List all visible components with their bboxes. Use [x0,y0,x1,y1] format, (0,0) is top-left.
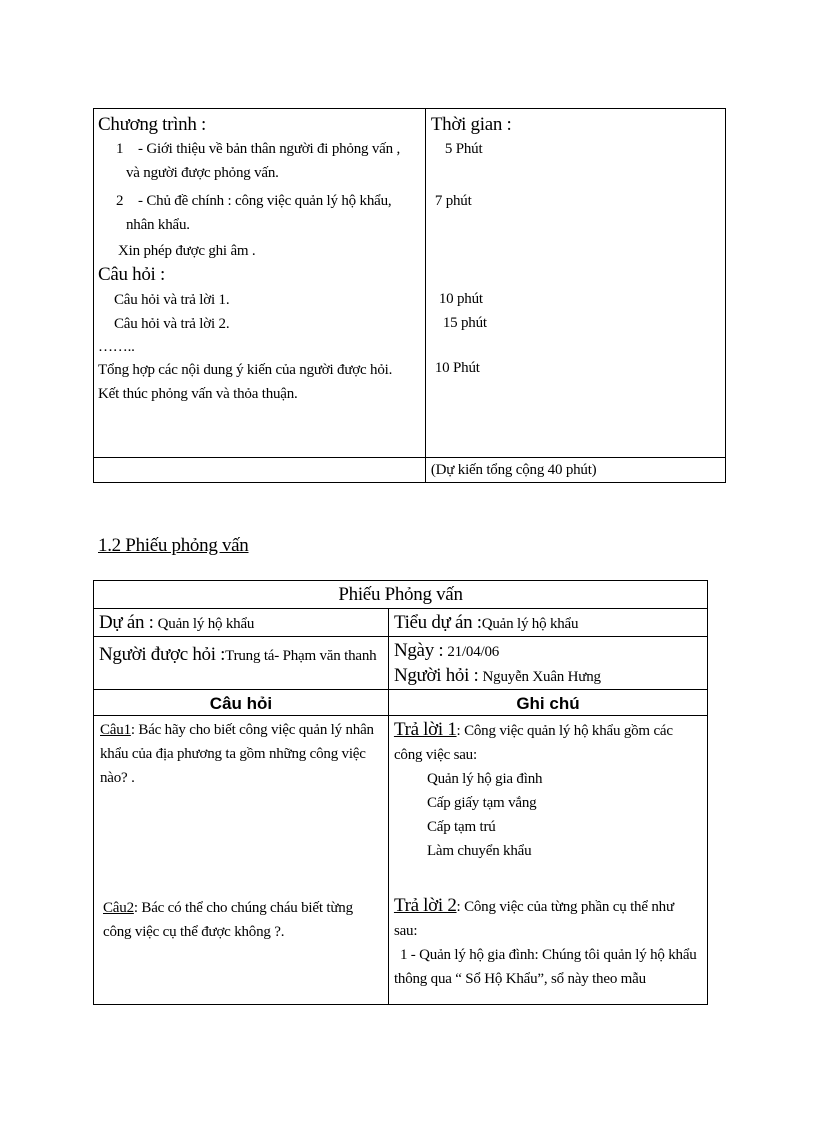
summary-line-2: Kết thúc phỏng vấn và thỏa thuận. [98,386,298,402]
subproject-cell [388,609,707,637]
interviewee-value: Trung tá- Phạm văn thanh [225,648,377,664]
answer-1-item: Quản lý hộ gia đình [426,771,543,787]
col-note-header: Ghi chú [388,690,707,716]
answer-2-label: Trả lời 2 [393,895,457,916]
interviewer-label: Người hỏi : [393,665,479,686]
program-heading: Chương trình : [98,114,206,135]
interviewee-label: Người được hỏi : [99,644,226,665]
time-summary: 10 Phút [434,360,480,376]
answer-2-text: : Công việc của từng phần cụ thể như sau: [393,899,674,939]
program-row [94,109,726,458]
program-item-2 [98,189,420,213]
time-item-1: 5 Phút [444,141,483,157]
total-text: (Dự kiến tổng cộng 40 phút) [430,462,597,478]
program-item-text: - Chủ đề chính : công việc quản lý hộ khẩu, [138,193,392,209]
time-cell [425,109,725,458]
answer-1-text: : Công việc quản lý hộ khẩu gồm các công việc sau: [393,723,673,763]
question-2-label: Câu2 [103,900,134,916]
time-item-2: 7 phút [434,193,472,209]
program-item-text: - Giới thiệu về bản thân người đi phỏng vấn , [138,141,401,157]
program-cell [94,109,426,458]
project-label: Dự án : [99,612,154,633]
answer-2-detail: 1 - Quản lý hộ gia đình: Chúng tôi quản lý hộ khẩu thông qua “ Sổ Hộ Khẩu”, sổ này theo mẫu [393,947,697,987]
question-2 [103,896,378,944]
time-heading: Thời gian : [430,114,512,135]
answer-2 [394,894,697,991]
answer-1-item: Cấp tạm trú [426,819,496,835]
interviewer-line [394,664,702,689]
qa-row [94,716,708,1005]
time-question-1: 10 phút [438,291,483,307]
column-header-row [94,690,708,716]
interview-sheet-table [93,580,708,1005]
project-cell [94,609,389,637]
answer-1-item: Cấp giấy tạm vắng [426,795,537,811]
question-line-2: Câu hỏi và trả lời 2. [114,316,230,332]
program-item-1-cont: và người được phỏng vấn. [126,165,279,181]
total-empty-cell [94,458,426,483]
date-interviewer-cell [388,637,707,690]
question-2-text: : Bác có thể cho chúng cháu biết từng công việc cụ thể được không ?. [103,900,353,940]
ellipsis: …….. [98,339,135,355]
interviewee-cell [94,637,389,690]
project-value: Quản lý hộ khẩu [157,616,255,632]
questions-heading: Câu hỏi : [98,264,165,285]
answer-1 [394,718,697,767]
interviewer-value: Nguyễn Xuân Hưng [482,669,601,685]
questions-cell [94,716,389,1005]
summary-line-1: Tổng hợp các nội dung ý kiến của người được hỏi. [98,362,393,378]
total-row [94,458,726,483]
program-item-1 [98,137,420,161]
permission-text: Xin phép được ghi âm . [118,243,256,259]
program-table [93,108,726,483]
date-line [394,639,702,664]
sheet-title: Phiếu Phỏng vấn [94,581,708,609]
question-1 [100,718,380,790]
program-item-2-cont: nhân khẩu. [126,217,190,233]
answers-cell [388,716,707,1005]
question-1-text: : Bác hãy cho biết công việc quản lý nhân khẩu của địa phương ta gồm những công việc nào? . [100,722,374,786]
question-line-1: Câu hỏi và trả lời 1. [114,292,230,308]
interviewee-row [94,637,708,690]
col-question-header: Câu hỏi [94,690,389,716]
date-label: Ngày : [393,640,444,661]
time-question-2: 15 phút [442,315,487,331]
answer-1-item: Làm chuyển khẩu [426,843,532,859]
sheet-title-row [94,581,708,609]
answer-1-label: Trả lời 1 [393,719,457,740]
question-1-label: Câu1 [100,722,131,738]
date-value: 21/04/06 [447,644,500,660]
subproject-label: Tiểu dự án : [393,612,482,633]
program-item-number: 2 [116,193,124,209]
subproject-value: Quản lý hộ khẩu [481,616,579,632]
total-cell [425,458,725,483]
project-row [94,609,708,637]
program-item-number: 1 [116,141,124,157]
section-heading: 1.2 Phiếu phỏng vấn [98,535,249,556]
